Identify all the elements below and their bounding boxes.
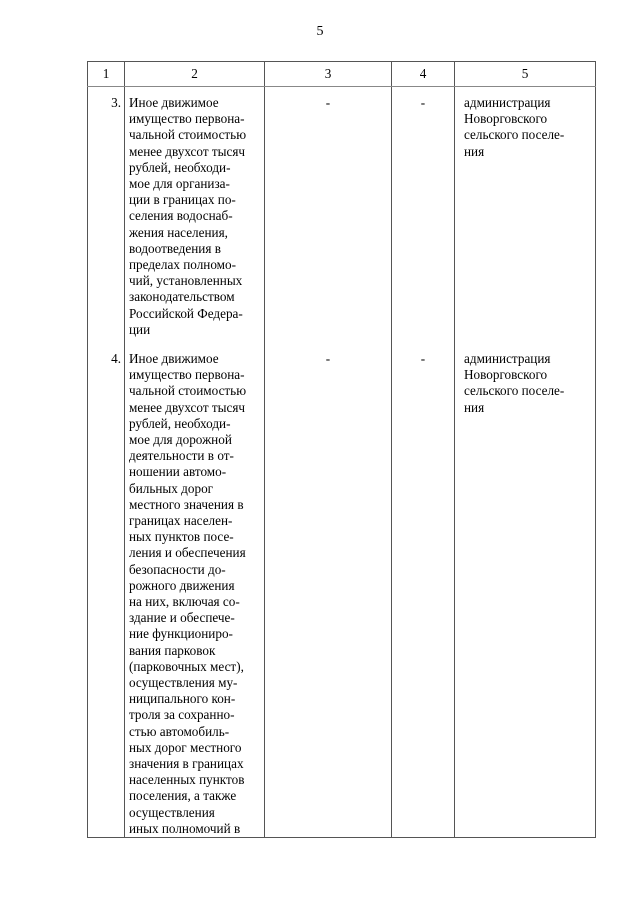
table-row xyxy=(88,87,596,344)
row-description: Иное движимое имущество первона- чальной стоимостью менее двухсот тысяч рублей, необходи- мое для организа- ции в границах по- селения водоснаб- жения населения, водоотведения в пределах полномо- чий, установленных законодательством Российской Федера- ции xyxy=(125,87,265,344)
row-number: 4. xyxy=(88,343,125,838)
row-owner: администрация Новорговского сельского поселе- ния xyxy=(455,343,596,838)
row-col4-value: - xyxy=(392,343,455,838)
row-col4-value: - xyxy=(392,87,455,344)
row-owner: администрация Новорговского сельского поселе- ния xyxy=(455,87,596,344)
row-number: 3. xyxy=(88,87,125,344)
header-col-2: 2 xyxy=(125,62,265,87)
table-header-row xyxy=(88,62,596,87)
row-col3-value: - xyxy=(265,87,392,344)
header-col-4: 4 xyxy=(392,62,455,87)
header-col-5: 5 xyxy=(455,62,596,87)
property-table xyxy=(87,61,596,838)
page-number: 5 xyxy=(316,24,324,39)
header-col-1: 1 xyxy=(88,62,125,87)
header-col-3: 3 xyxy=(265,62,392,87)
table-row xyxy=(88,343,596,838)
row-description: Иное движимое имущество первона- чальной стоимостью менее двухсот тысяч рублей, необходи- мое для дорожной деятельности в от- ношении автомо- бильных дорог местного значения в границах населен- ных пунктов посе- ления и обеспечения безопасности до- рожного движения на них, включая со- здание и обеспече- ние функциониро- вания парковок (парковочных мест), осуществления му- ниципального кон- троля за сохранно- стью автомобиль- ных дорог местного значения в границах населенных пунктов поселения, а также осуществления иных полномочий в xyxy=(125,343,265,838)
row-col3-value: - xyxy=(265,343,392,838)
